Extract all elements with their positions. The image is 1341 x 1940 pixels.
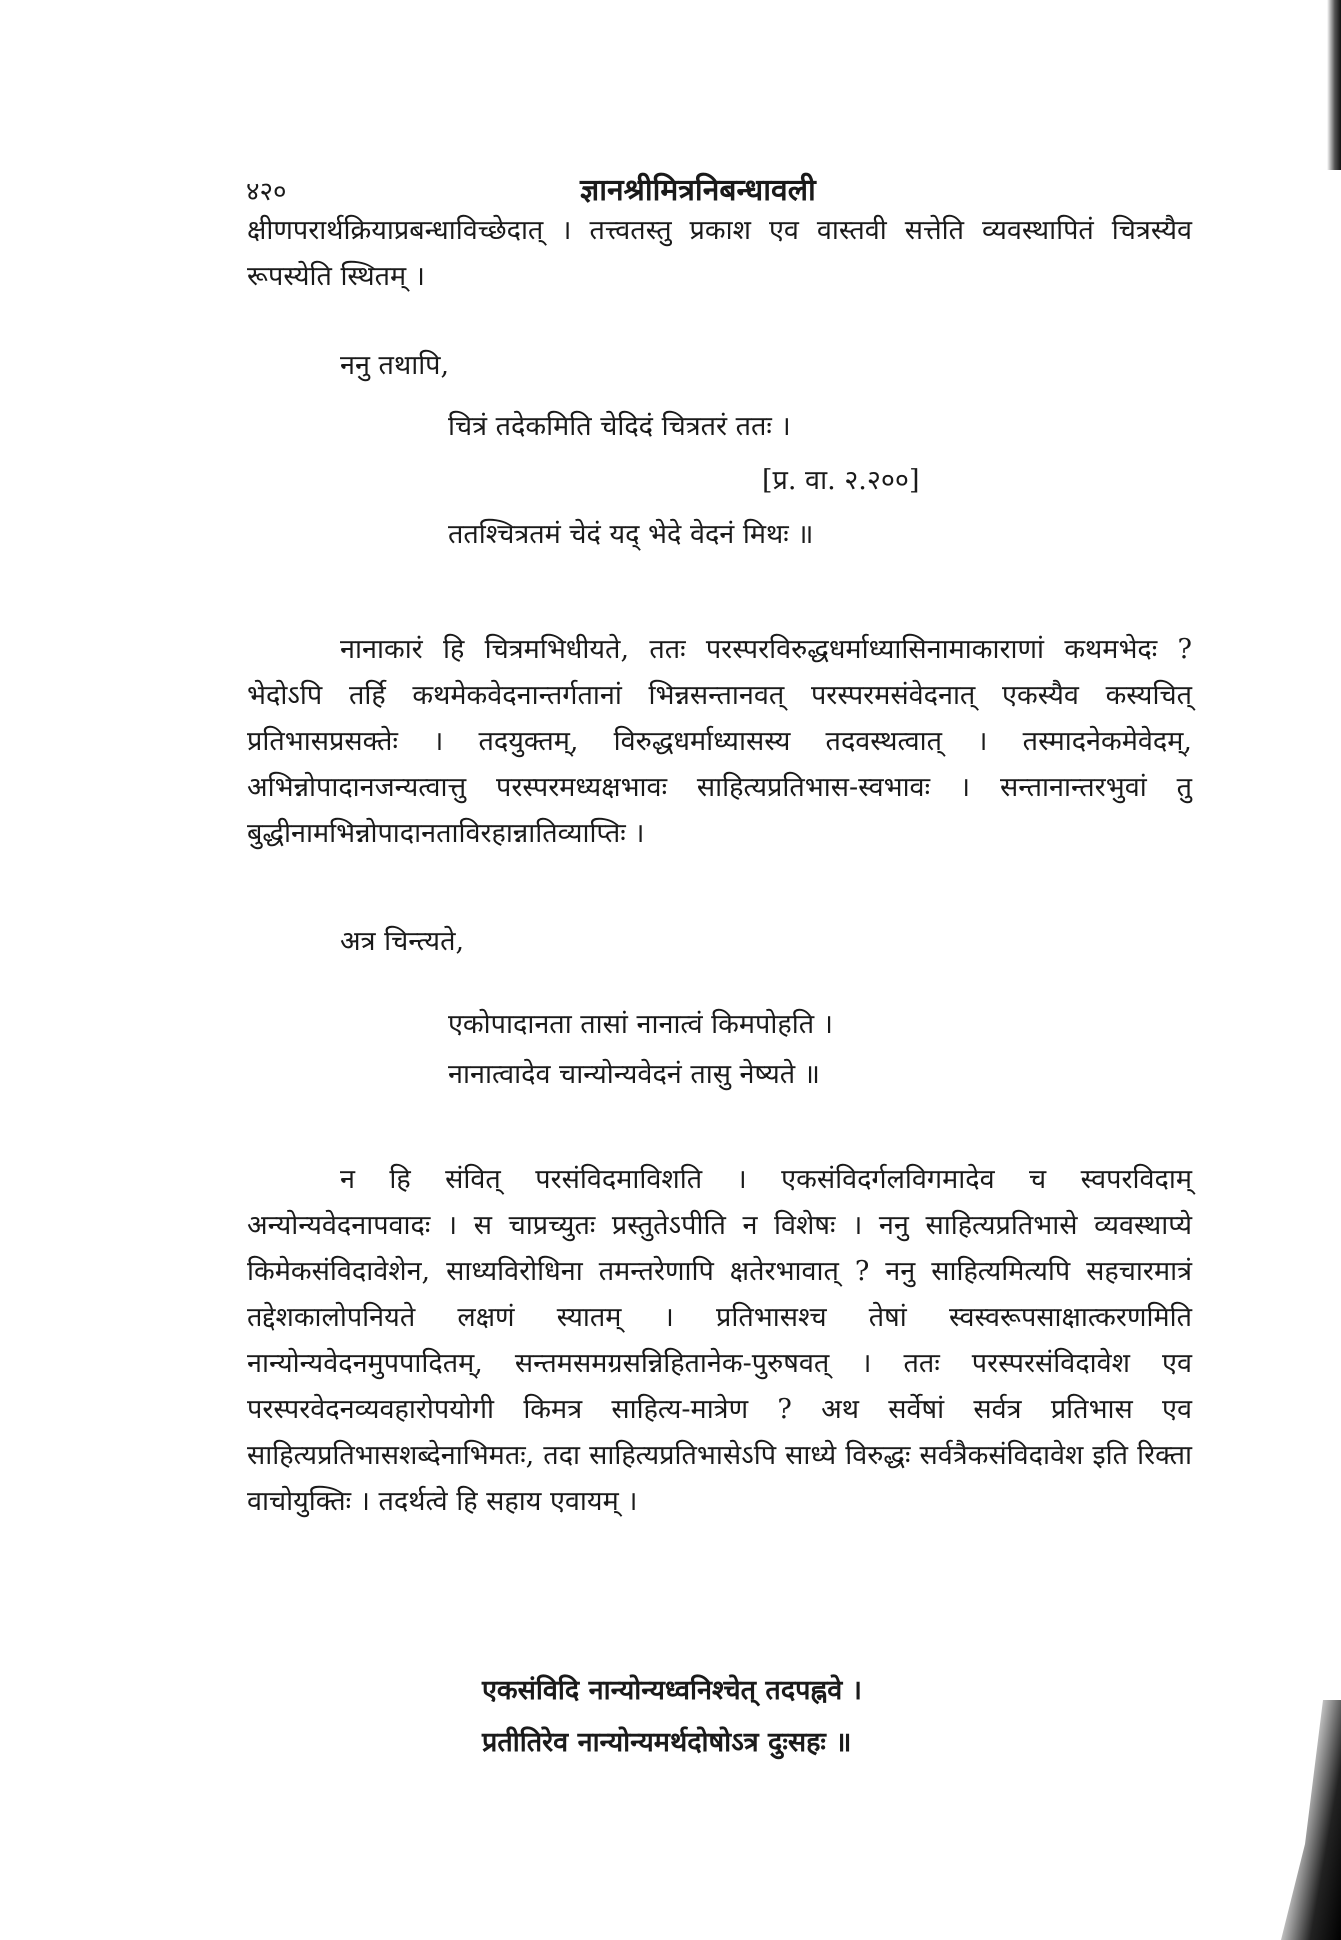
nanu-line: ननु तथापि, bbox=[340, 350, 450, 381]
verse3-line2: प्रतीतिरेव नान्योन्यमर्थदोषोऽत्र दुःसहः ॥ bbox=[482, 1727, 852, 1758]
page-edge-scan-shadow bbox=[1327, 0, 1341, 170]
atra-line: अत्र चिन्त्यते, bbox=[340, 926, 465, 957]
scan-smudge bbox=[1281, 1700, 1341, 1940]
paragraph-2: नानाकारं हि चित्रमभिधीयते, ततः परस्परविरुद्धधर्माध्यासिनामाकाराणां कथमभेदः ? भेदोऽपि तर्हि कथमेकवेदनान्तर्गतानां भिन्नसन्तानवत् परस्परमसंवेदनात् एकस्यैव कस्यचित् प्रतिभासप्रसक्तेः । तदयुक्तम्, विरुद्धधर्माध्यासस्य तदवस्थत्वात् । तस्मादनेकमेवेदम्, अभिन्नोपादानजन्यत्वात्तु परस्परमध्यक्षभावः साहित्यप्रतिभास-स्वभावः । सन्तानान्तरभुवां तु बुद्धीनामभिन्नोपादानताविरहान्नातिव्याप्तिः । bbox=[247, 634, 1192, 849]
verse1-line1: चित्रं तदेकमिति चेदिदं चित्रतरं ततः । bbox=[448, 411, 791, 442]
verse3-line1: एकसंविदि नान्योन्यध्वनिश्चेत् तदपह्नवे । bbox=[482, 1675, 862, 1706]
paragraph-3: न हि संवित् परसंविदमाविशति । एकसंविदर्गलविगमादेव च स्वपरविदाम् अन्योन्यवेदनापवादः । स चाप्रच्युतः प्रस्तुतेऽपीति न विशेषः । ननु साहित्यप्रतिभासे व्यवस्थाप्ये किमेकसंविदावेशेन, साध्यविरोधिना तमन्तरेणापि क्षतेरभावात् ? ननु साहित्यमित्यपि सहचारमात्रं तद्देशकालोपनियते लक्षणं स्यातम् । प्रतिभासश्च तेषां स्वस्वरूपसाक्षात्करणमिति नान्योन्यवेदनमुपपादितम्, सन्तमसमग्रसन्निहितानेक-पुरुषवत् । ततः परस्परसंविदावेश एव परस्परवेदनव्यवहारोपयोगी किमत्र साहित्य-मात्रेण ? अथ सर्वेषां सर्वत्र प्रतिभास एव साहित्यप्रतिभासशब्देनाभिमतः, तदा साहित्यप्रतिभासेऽपि साध्ये विरुद्धः सर्वत्रैकसंविदावेश इति रिक्ता वाचोयुक्तिः । तदर्थत्वे हि सहाय एवायम् । bbox=[247, 1164, 1192, 1517]
page-number: ४२० bbox=[246, 177, 287, 207]
running-title: ज्ञानश्रीमित्रनिबन्धावली bbox=[580, 173, 816, 208]
paragraph-1: क्षीणपरार्थक्रियाप्रबन्धाविच्छेदात् । तत्त्वतस्तु प्रकाश एव वास्तवी सत्तेति व्यवस्थापितं चित्रस्यैव रूपस्येति स्थितम् । bbox=[247, 215, 1192, 292]
verse2-line2: नानात्वादेव चान्योन्यवेदनं तासु नेष्यते ॥ bbox=[448, 1059, 820, 1090]
verse2-line1: एकोपादानता तासां नानात्वं किमपोहति । bbox=[448, 1009, 833, 1040]
verse1-reference: [प्र. वा. २.२००] bbox=[762, 465, 920, 496]
verse1-line2: ततश्चित्रतमं चेदं यद् भेदे वेदनं मिथः ॥ bbox=[448, 519, 814, 550]
